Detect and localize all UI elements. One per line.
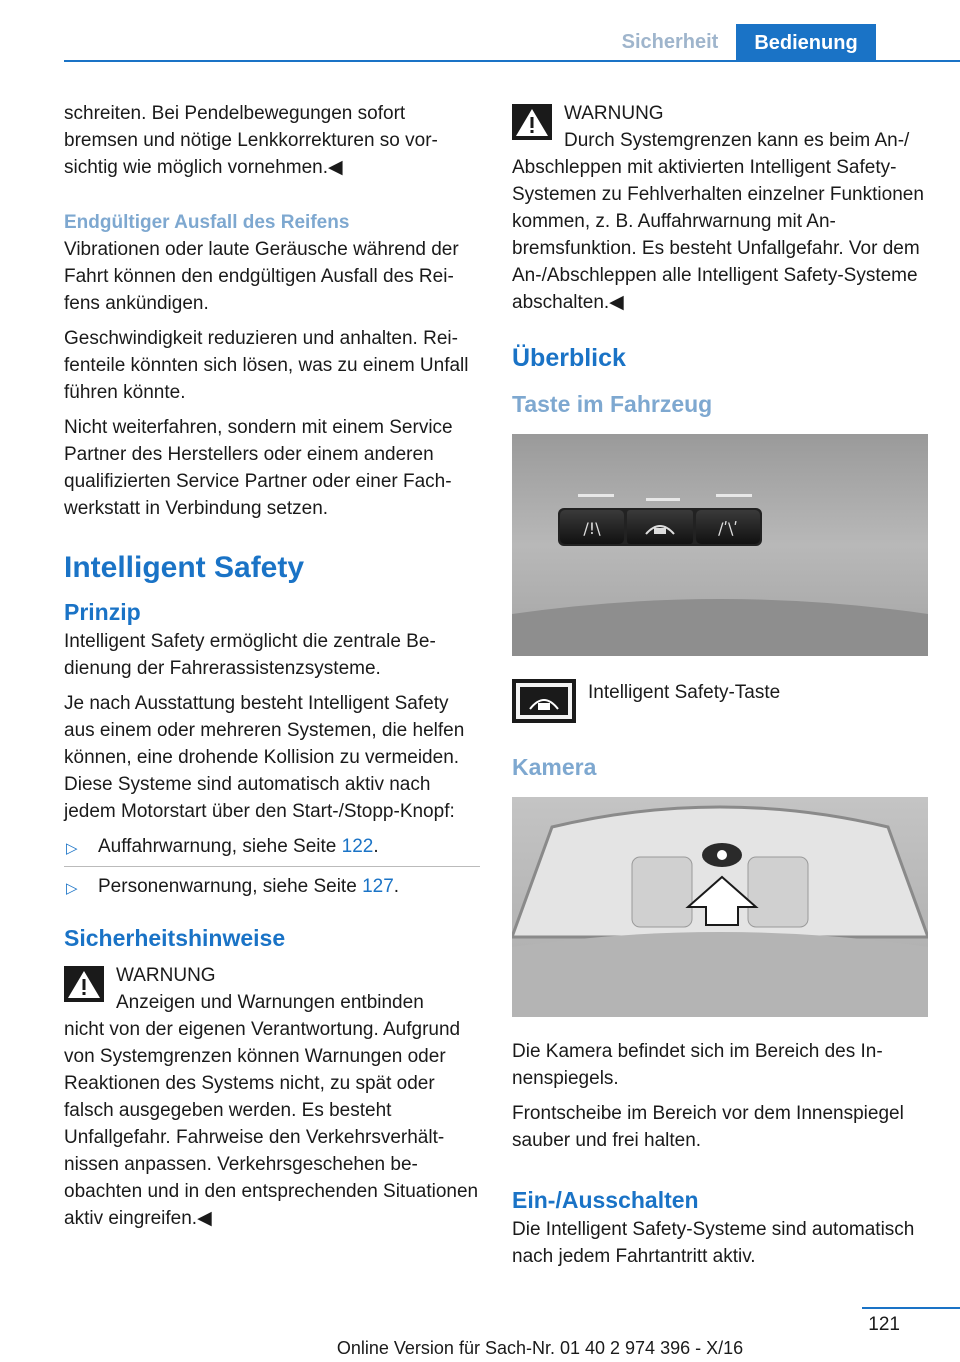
heading-kamera: Kamera [512,754,597,780]
triangle-bullet-icon: ▷ [66,840,78,857]
section-tab-bedienung[interactable]: Bedienung [736,24,876,62]
online-version-text: Online Version für Sach-Nr. 01 40 2 974 396 - X/16 [336,1338,744,1358]
warning-triangle-icon [512,104,552,140]
heading-ausfall: Endgültiger Ausfall des Reifens [64,212,350,233]
list-item: ▷ Auffahrwarnung, siehe Seite 122. [64,833,480,867]
caption-row [512,677,928,725]
list-item: ▷ Personenwarnung, siehe Seite 127. [64,873,480,906]
heading-intelligent-safety: Intelligent Safety [64,551,305,584]
warning-triangle-icon [64,966,104,1002]
paragraph: Intelligent Safety ermöglicht die zentrale Bedienung der Fahrerassistenzsysteme. [64,631,436,679]
heading-taste: Taste im Fahrzeug [512,391,713,417]
triangle-bullet-icon: ▷ [66,880,78,897]
paragraph: Frontscheibe im Bereich vor dem Innenspiegel sauber und frei halten. [512,1103,904,1151]
warning-text: Durch Systemgrenzen kann es beim An-/ Abschleppen mit aktivierten Intelligent Safety-Systemen zu Fehlverhalten einzelner Funktionen kommen, z. B. Auffahrwarnung mit Anbremsfunktion. Es besteht Unfallgefahr. Vor dem An-/Abschleppen alle Intelligent Safety-Systeme abschalten.◀ [512,130,924,313]
left-column [64,100,480,1232]
svg-text:/!\: /!\ [583,519,601,538]
paragraph: schreiten. Bei Pendelbewegungen sofort bremsen und nötige Lenkkorrekturen so vorsichtig wie möglich vornehmen.◀ [64,103,438,178]
heading-ueberblick: Überblick [512,344,626,372]
system-list [64,833,480,906]
page-number: 121 [868,1314,900,1335]
page-header [0,0,960,62]
header-rule [64,60,960,62]
heading-ein-ausschalten: Ein-/Ausschalten [512,1187,699,1213]
paragraph: Nicht weiterfahren, sondern mit einem Service Partner des Herstellers oder einem anderen qualifizierten Service Partner oder einer Fachwerkstatt in Verbindung setzen. [64,417,453,519]
paragraph: Vibrationen oder laute Geräusche während der Fahrt können den endgültigen Ausfall des Reifens ankündigen. [64,239,459,314]
footer-rule [862,1307,960,1309]
intelligent-safety-button-icon [512,679,576,723]
heading-prinzip: Prinzip [64,599,141,625]
warning-text: Anzeigen und Warnungen entbinden nicht von der eigenen Verantwortung. Aufgrund von Systemgrenzen können Warnungen oder Reaktionen des Systems nicht, zu spät oder falsch ausgegeben werden. Es besteht Unfallgefahr. Fahrweise den Verkehrsverhältnissen anpassen. Verkehrsgeschehen beobachten und in den entsprechenden Situationen aktiv eingreifen.◀ [64,992,479,1229]
paragraph: Die Intelligent Safety-Systeme sind automatisch nach jedem Fahrtantritt aktiv. [512,1219,915,1267]
paragraph: Geschwindigkeit reduzieren und anhalten. Reifenteile könnten sich lösen, was zu einem Unfall führen könnte. [64,328,469,403]
right-column [512,100,928,1278]
page-link-127[interactable]: 127 [362,876,394,897]
page-link-122[interactable]: 122 [341,836,374,857]
warning-title: WARNUNG [564,103,664,124]
svg-text:/ʹ\ʹ: /ʹ\ʹ [718,519,738,538]
button-panel-photo [512,434,928,656]
section-tab-sicherheit[interactable]: Sicherheit [621,31,719,53]
paragraph: Je nach Ausstattung besteht Intelligent Safety aus einem oder mehreren Systemen, die helfen können, eine drohende Kollision zu vermeiden. Diese Systeme sind automatisch aktiv nach jedem Motorstart über den Start-/Stopp-Knopf: [64,693,465,822]
warning-block [64,962,480,1232]
warning-block [512,100,928,316]
warning-title: WARNUNG [116,965,216,986]
camera-windshield-photo [512,797,928,1017]
heading-sicherheitshinweise: Sicherheitshinweise [64,925,286,951]
caption-intelligent-safety-taste: Intelligent Safety-Taste [588,682,781,703]
paragraph: Die Kamera befindet sich im Bereich des Innenspiegels. [512,1041,883,1089]
